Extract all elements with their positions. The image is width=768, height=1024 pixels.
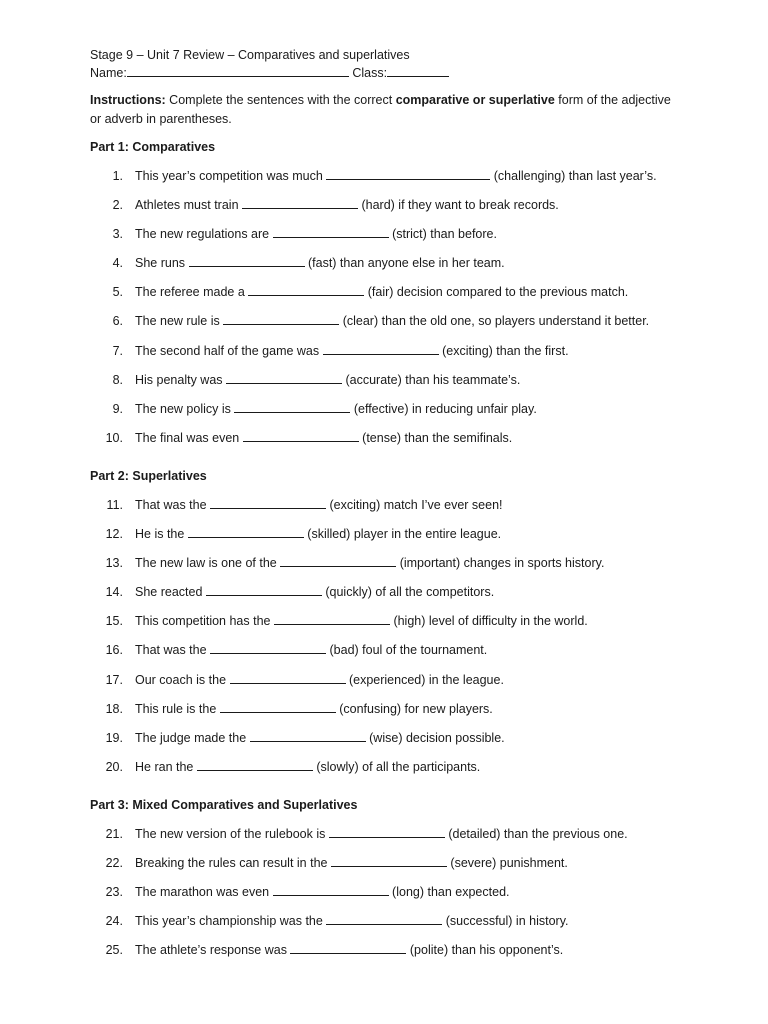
question-item (90, 496, 690, 525)
question-text-before: The new policy is (135, 401, 235, 416)
question-text-after: (tense) than the semifinals. (358, 430, 513, 445)
answer-blank[interactable] (242, 196, 358, 209)
question-item (90, 371, 690, 400)
question-text-after: (long) than expected. (388, 885, 510, 900)
question-number: 1. (112, 169, 123, 183)
question-text (135, 729, 505, 747)
answer-blank[interactable] (243, 429, 359, 442)
question-text-before: The final was even (135, 430, 243, 445)
answer-blank[interactable] (274, 612, 390, 625)
answer-blank[interactable] (326, 167, 490, 180)
question-number: 15. (105, 614, 123, 629)
question-text-after: (effective) in reducing unfair play. (350, 401, 537, 416)
question-number: 9. (112, 401, 123, 416)
question-text-after: (fast) than anyone else in her team. (304, 256, 505, 271)
answer-blank[interactable] (226, 371, 342, 384)
answer-blank[interactable] (273, 225, 389, 238)
question-text-after: (detailed) than the previous one. (444, 826, 628, 841)
question-text-before: She runs (135, 256, 189, 271)
answer-blank[interactable] (248, 283, 364, 296)
class-label: Class: (352, 66, 388, 80)
question-text-after: (bad) foul of the tournament. (326, 643, 488, 658)
question-text-after: (skilled) player in the entire league. (303, 527, 502, 542)
question-number: 11. (106, 497, 123, 512)
exercise-part (90, 467, 690, 787)
question-text (135, 883, 510, 901)
question-text (135, 312, 649, 330)
instructions (90, 91, 680, 129)
name-class-line (90, 64, 690, 82)
question-item (90, 825, 690, 854)
name-blank[interactable] (127, 64, 349, 77)
question-text-before: This competition has the (135, 614, 274, 629)
answer-blank[interactable] (273, 883, 389, 896)
question-number: 13. (105, 556, 123, 571)
answer-blank[interactable] (210, 496, 326, 509)
answer-blank[interactable] (290, 941, 406, 954)
question-item (90, 671, 690, 700)
question-text (135, 283, 628, 301)
question-text-before: His penalty was (135, 372, 227, 387)
question-text-before: She reacted (135, 585, 206, 600)
question-number: 23. (105, 885, 123, 900)
question-text (135, 167, 657, 185)
answer-blank[interactable] (189, 254, 305, 267)
question-number: 22. (105, 855, 123, 870)
question-item (90, 912, 690, 941)
question-text-after: (quickly) of all the competitors. (321, 585, 495, 600)
question-item (90, 729, 690, 758)
question-text-after: (polite) than his opponent’s. (406, 943, 564, 958)
question-number: 6. (112, 314, 123, 329)
instructions-text-after: form of the adjective or adverb in parentheses. (90, 93, 671, 126)
question-text (135, 554, 604, 572)
question-text-after: (fair) decision compared to the previous match. (364, 285, 629, 300)
answer-blank[interactable] (188, 525, 304, 538)
exercise-part (90, 796, 690, 970)
part-heading: Part 1: Comparatives (90, 140, 216, 154)
answer-blank[interactable] (210, 641, 326, 654)
class-blank[interactable] (387, 64, 449, 77)
question-text-before: He is the (135, 527, 188, 542)
question-text (135, 941, 563, 959)
answer-blank[interactable] (323, 342, 439, 355)
question-number: 19. (105, 730, 123, 745)
question-item (90, 525, 690, 554)
question-number: 7. (112, 343, 123, 358)
question-text (135, 641, 487, 659)
question-text (135, 225, 497, 243)
part-heading: Part 2: Superlatives (90, 468, 207, 483)
answer-blank[interactable] (329, 825, 445, 838)
question-text (135, 700, 493, 718)
question-list (90, 496, 690, 787)
answer-blank[interactable] (220, 700, 336, 713)
question-text-before: He ran the (135, 759, 197, 774)
question-text-before: Our coach is the (135, 672, 230, 687)
question-text (135, 671, 504, 689)
question-item (90, 400, 690, 429)
question-number: 12. (105, 527, 123, 542)
question-text-after: (exciting) than the first. (438, 343, 569, 358)
question-text (135, 342, 569, 360)
worksheet-title: Stage 9 – Unit 7 Review – Comparatives and superlatives (90, 48, 410, 62)
question-text-before: The new version of the rulebook is (135, 826, 329, 841)
question-text-after: (high) level of difficulty in the world. (389, 614, 588, 629)
question-text-after: (exciting) match I’ve ever seen! (326, 497, 503, 512)
question-item (90, 342, 690, 371)
answer-blank[interactable] (331, 854, 447, 867)
question-text-before: This rule is the (135, 701, 220, 716)
question-number: 18. (105, 701, 123, 716)
instructions-text-before: Complete the sentences with the correct (165, 93, 396, 107)
question-text-before: The new regulations are (135, 227, 273, 242)
question-text-before: The judge made the (135, 730, 250, 745)
name-label: Name: (90, 66, 127, 80)
question-text-after: (strict) than before. (388, 227, 497, 242)
question-text (135, 254, 505, 272)
question-text (135, 371, 520, 389)
question-text (135, 196, 559, 214)
question-text-before: The new rule is (135, 314, 224, 329)
question-text (135, 854, 568, 872)
question-item (90, 254, 690, 283)
worksheet-page (90, 46, 690, 970)
question-number: 8. (112, 372, 123, 387)
question-text (135, 583, 494, 601)
question-item (90, 225, 690, 254)
instructions-label: Instructions: (90, 93, 166, 107)
answer-blank[interactable] (280, 554, 396, 567)
question-item (90, 167, 690, 196)
question-text (135, 429, 512, 447)
question-item (90, 312, 690, 341)
question-number: 25. (105, 943, 123, 958)
question-text-before: That was the (135, 497, 211, 512)
question-text-after: (experienced) in the league. (345, 672, 504, 687)
question-text-after: (challenging) than last year’s. (490, 169, 657, 183)
question-text-before: This year’s championship was the (135, 914, 327, 929)
answer-blank[interactable] (234, 400, 350, 413)
answer-blank[interactable] (230, 671, 346, 684)
question-text-before: The new law is one of the (135, 556, 281, 571)
instructions-emphasis: comparative or superlative (395, 93, 555, 107)
question-number: 4. (112, 256, 123, 271)
answer-blank[interactable] (326, 912, 442, 925)
question-number: 21. (105, 826, 123, 841)
question-text-after: (wise) decision possible. (365, 730, 505, 745)
question-item (90, 700, 690, 729)
exercise-parts (90, 138, 690, 970)
exercise-part (90, 138, 690, 458)
question-text-after: (confusing) for new players. (335, 701, 493, 716)
question-item (90, 429, 690, 458)
question-text-after: (successful) in history. (442, 914, 569, 929)
question-item (90, 196, 690, 225)
answer-blank[interactable] (197, 758, 313, 771)
question-item (90, 883, 690, 912)
question-number: 24. (105, 914, 123, 929)
question-text (135, 825, 628, 843)
part-heading: Part 3: Mixed Comparatives and Superlatives (90, 797, 358, 812)
question-item (90, 554, 690, 583)
question-number: 2. (112, 198, 123, 213)
question-number: 14. (105, 585, 123, 600)
question-text (135, 525, 501, 543)
question-number: 17. (105, 672, 123, 687)
question-text-before: The athlete’s response was (135, 943, 291, 958)
question-number: 3. (112, 227, 123, 242)
question-text-after: (clear) than the old one, so players understand it better. (339, 314, 650, 329)
question-text (135, 758, 480, 776)
question-list (90, 167, 690, 458)
question-item (90, 854, 690, 883)
question-text-after: (severe) punishment. (446, 855, 568, 870)
question-text-before: The marathon was even (135, 885, 273, 900)
question-text-after: (slowly) of all the participants. (312, 759, 481, 774)
question-text-before: The referee made a (135, 285, 249, 300)
question-text (135, 496, 503, 514)
question-item (90, 641, 690, 670)
question-text-after: (important) changes in sports history. (396, 556, 605, 571)
question-text-before: That was the (135, 643, 211, 658)
question-number: 5. (112, 285, 123, 300)
question-text-after: (accurate) than his teammate’s. (342, 372, 521, 387)
question-text-before: This year’s competition was much (135, 169, 327, 183)
question-text (135, 912, 569, 930)
answer-blank[interactable] (250, 729, 366, 742)
question-number: 10. (105, 430, 123, 445)
question-number: 16. (105, 643, 123, 658)
question-number: 20. (105, 759, 123, 774)
question-text (135, 612, 588, 630)
question-item (90, 583, 690, 612)
question-item (90, 758, 690, 787)
question-item (90, 612, 690, 641)
answer-blank[interactable] (223, 312, 339, 325)
answer-blank[interactable] (206, 583, 322, 596)
question-text-before: Athletes must train (135, 198, 242, 213)
question-text-after: (hard) if they want to break records. (358, 198, 559, 213)
question-text-before: The second half of the game was (135, 343, 323, 358)
question-text (135, 400, 537, 418)
question-list (90, 825, 690, 970)
question-item (90, 283, 690, 312)
question-item (90, 941, 690, 970)
question-text-before: Breaking the rules can result in the (135, 855, 331, 870)
